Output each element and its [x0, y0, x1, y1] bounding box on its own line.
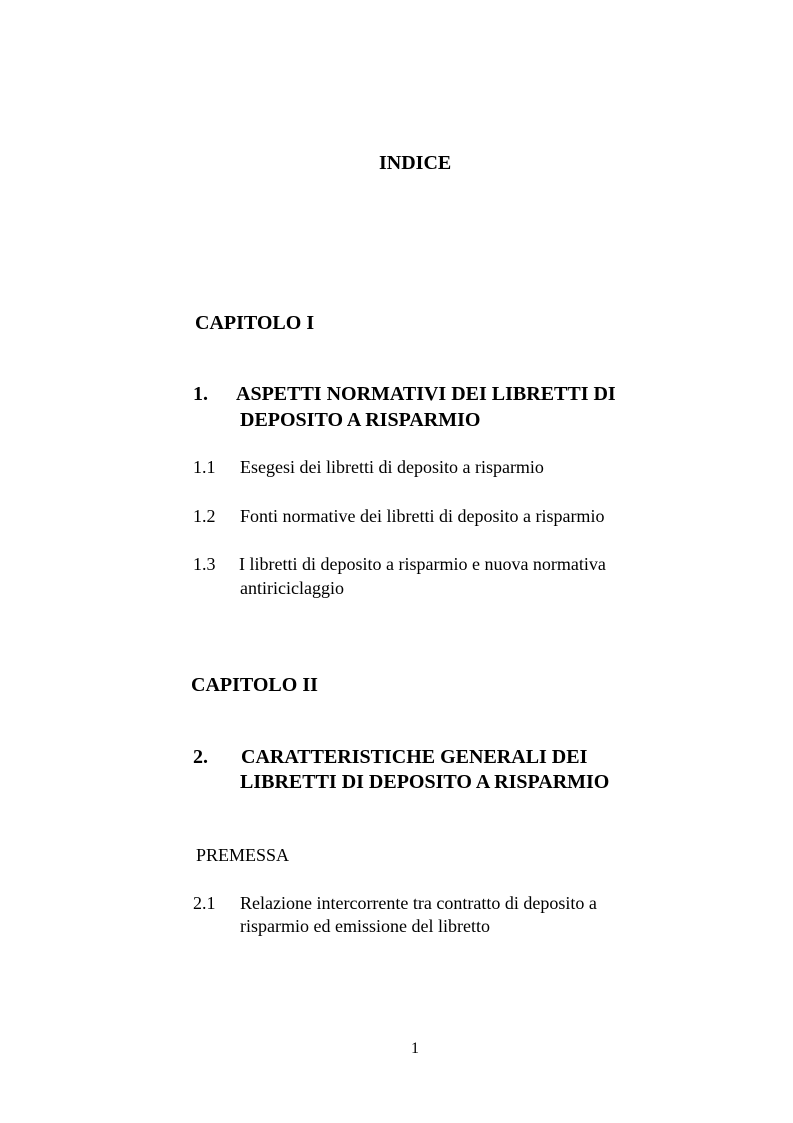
section-2-number: 2.: [193, 746, 208, 768]
page-title: INDICE: [379, 152, 452, 174]
page-number: 1: [411, 1040, 419, 1057]
premessa-label: PREMESSA: [196, 845, 290, 865]
entry-1-2-number: 1.2: [193, 506, 216, 526]
section-2-title-line2: LIBRETTI DI DEPOSITO A RISPARMIO: [240, 771, 610, 793]
entry-1-1-number: 1.1: [193, 457, 216, 477]
section-1-title-line1: ASPETTI NORMATIVI DEI LIBRETTI DI: [236, 383, 616, 405]
section-1-title-line2: DEPOSITO A RISPARMIO: [240, 409, 481, 431]
entry-1-1-title: Esegesi dei libretti di deposito a risparmio: [240, 457, 544, 477]
section-2-title-line1: CARATTERISTICHE GENERALI DEI: [241, 746, 588, 768]
section-1-number: 1.: [193, 383, 208, 405]
entry-1-3-title-line1: I libretti di deposito a risparmio e nuova normativa: [239, 554, 606, 574]
entry-1-3-number: 1.3: [193, 554, 216, 574]
entry-2-1-title-line2: risparmio ed emissione del libretto: [240, 916, 490, 936]
entry-1-2-title: Fonti normative dei libretti di deposito a risparmio: [240, 506, 605, 526]
entry-2-1-title-line1: Relazione intercorrente tra contratto di deposito a: [240, 893, 597, 913]
chapter-1-heading: CAPITOLO I: [195, 312, 315, 334]
chapter-2-heading: CAPITOLO II: [191, 674, 318, 696]
entry-2-1-number: 2.1: [193, 893, 216, 913]
entry-1-3-title-line2: antiriciclaggio: [240, 578, 344, 598]
